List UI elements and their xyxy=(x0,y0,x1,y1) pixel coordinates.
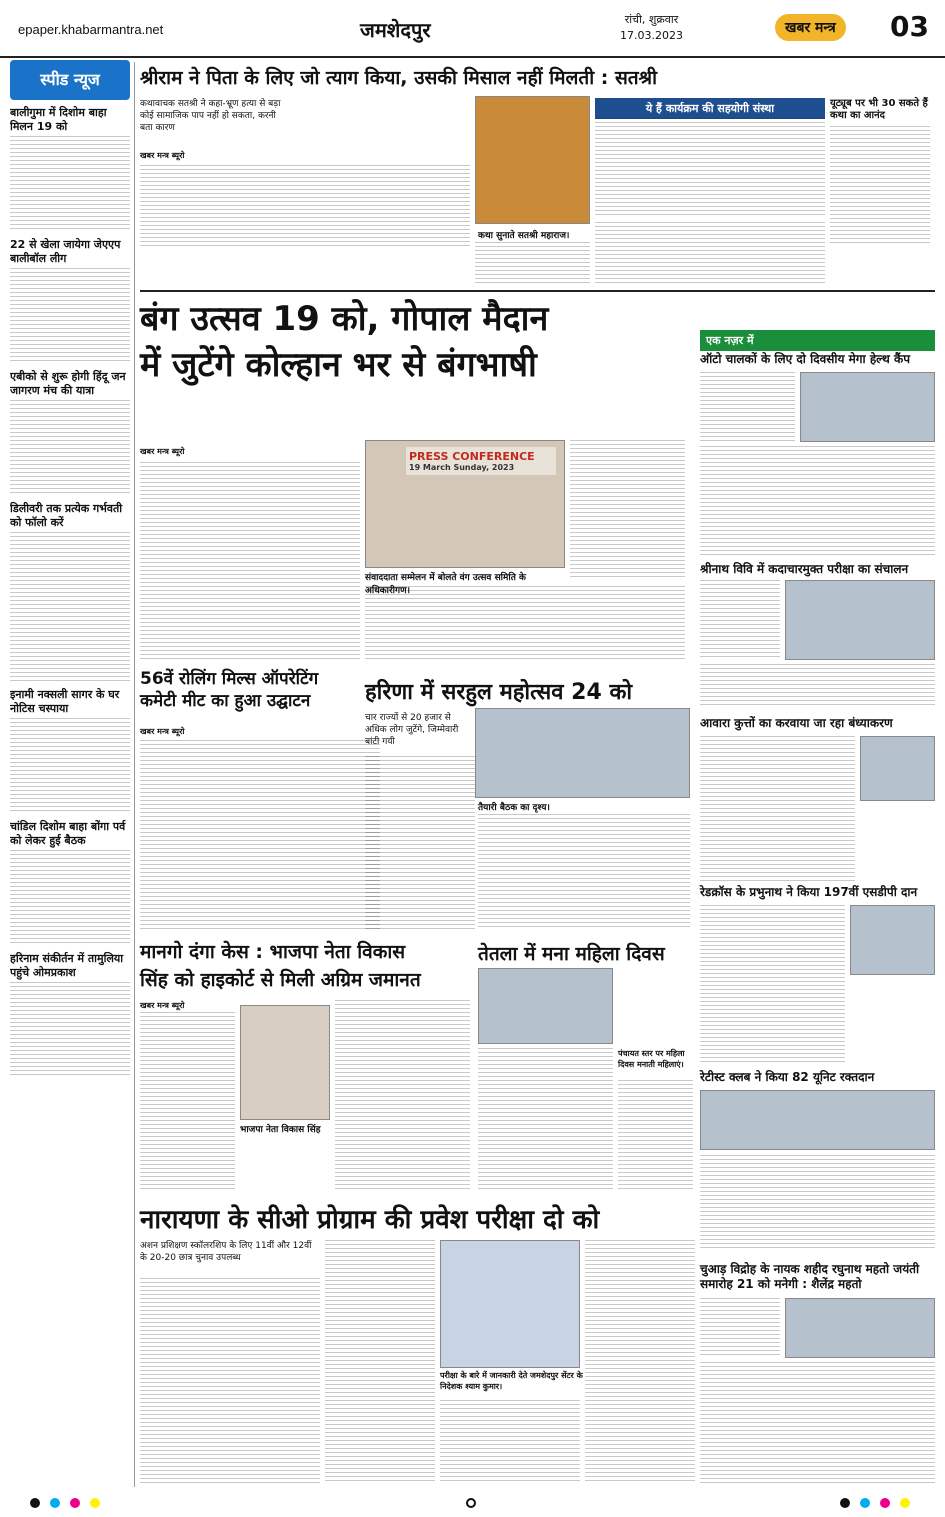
donation-photo xyxy=(850,905,935,975)
story10-body xyxy=(478,1048,613,1192)
press-conference-photo xyxy=(365,440,565,568)
story5-byline: खबर मन्त्र ब्यूरो xyxy=(140,727,185,736)
story7-body xyxy=(700,736,855,881)
ek-nazar-tag: एक नज़र में xyxy=(700,330,935,351)
registration-dot xyxy=(860,1498,870,1508)
left-story-body xyxy=(10,982,130,1078)
left-story-headline: हरिनाम संकीर्तन में तामुलिया पहुंचे ओमप्रकाश xyxy=(10,952,124,979)
location-day: रांची, शुक्रवार xyxy=(624,13,679,26)
print-registration-strip xyxy=(0,1490,945,1517)
story9-byline: खबर मन्त्र ब्यूरो xyxy=(140,1001,185,1010)
health-camp-photo xyxy=(800,372,935,442)
story2-headline-line2: में जुटेंगे कोल्हान भर से बंगभाषी xyxy=(140,345,537,385)
registration-dot xyxy=(90,1498,100,1508)
brand-logo: खबर मन्त्र xyxy=(775,14,846,41)
story2-headline-line1: बंग उत्सव 19 को, गोपाल मैदान xyxy=(140,299,549,339)
left-column xyxy=(10,60,130,1470)
press-banner xyxy=(406,447,556,475)
left-story-headline: 22 से खेला जायेगा जेएएप बालीबॉल लीग xyxy=(10,238,121,265)
story5-headline: 56वें रोलिंग मिल्स ऑपरेटिंग कमेटी मीट का हुआ उद्घाटन xyxy=(140,669,319,711)
left-story xyxy=(10,370,130,496)
story10-photo-caption: पंचायत स्तर पर महिला दिवस मनाती महिलाएं। xyxy=(618,1048,693,1070)
sarhul-meeting-photo xyxy=(475,708,690,798)
story12-headline: नारायणा के सीओ प्रोग्राम की प्रवेश परीक्षा दो को xyxy=(140,1205,600,1235)
left-story xyxy=(10,688,130,814)
story2-body-2 xyxy=(365,586,685,660)
story2-photo-caption: संवाददाता सम्मेलन में बोलते वंग उत्सव समिति के अधिकारीगण। xyxy=(365,570,565,596)
story2-body xyxy=(140,462,360,660)
story13-body xyxy=(700,1298,780,1358)
story9-body xyxy=(140,1012,235,1192)
site-url[interactable]: epaper.khabarmantra.net xyxy=(18,22,164,37)
story7-headline: आवारा कुत्तों का करवाया जा रहा बंध्याकरण xyxy=(700,716,893,730)
story3-headline: ऑटो चालकों के लिए दो दिवसीय मेगा हेल्थ कैंप xyxy=(700,352,911,366)
story9-headline xyxy=(140,938,470,994)
story11-headline: रेटीस्ट क्लब ने किया 82 यूनिट रक्तदान xyxy=(700,1070,875,1084)
story9-body-2 xyxy=(335,1000,470,1192)
story2-sidebar xyxy=(570,440,685,580)
story2-headline xyxy=(140,296,690,388)
story6-body-2 xyxy=(478,814,690,930)
story6-subhead: चार राज्यों से 20 हजार से अधिक लोग जुटेंगे, जिम्मेवारी बांटी गयी xyxy=(365,713,459,747)
left-story-headline: इनामी नक्सली सागर के घर नोटिस चस्पाया xyxy=(10,688,120,715)
story1-body-3 xyxy=(595,222,825,284)
story1-byline: खबर मन्त्र ब्यूरो xyxy=(140,151,185,160)
registration-dot xyxy=(70,1498,80,1508)
story12-body-3 xyxy=(440,1400,580,1483)
left-story-body xyxy=(10,532,130,682)
stray-dog-photo xyxy=(860,736,935,801)
press-banner-date: 19 March Sunday, 2023 xyxy=(409,463,515,472)
story2-byline: खबर मन्त्र ब्यूरो xyxy=(140,447,185,456)
story5-body xyxy=(140,740,380,930)
date: 17.03.2023 xyxy=(620,29,683,42)
sponsor-box-title: ये हैं कार्यक्रम की सहयोगी संस्था xyxy=(595,98,825,119)
story6-photo-caption: तैयारी बैठक का दृश्य। xyxy=(478,800,550,813)
story13-body-2 xyxy=(700,1362,935,1483)
story9-headline-line2: सिंह को हाइकोर्ट से मिली अग्रिम जमानत xyxy=(140,969,421,991)
story3-body-2 xyxy=(700,446,935,556)
story3-body xyxy=(700,372,795,442)
story1-body-2 xyxy=(475,242,590,284)
left-story-headline: डिलीवरी तक प्रत्येक गर्भवती को फॉलो करें xyxy=(10,502,123,529)
story9-headline-line1: मानगो दंगा केस : भाजपा नेता विकास xyxy=(140,941,406,963)
section-rule xyxy=(140,290,935,292)
story12-subhead: अशन प्रशिक्षण स्कॉलरशिप के लिए 11वीं और 12वीं के 20-20 छात्र चुनाव उपलब्ध xyxy=(140,1241,312,1263)
story8-headline: रेडक्रॉस के प्रभुनाथ ने किया 197वीं एसडीपी दान xyxy=(700,885,918,899)
left-story-headline: बालीगुमा में दिशोम बाहा मिलन 19 को xyxy=(10,106,107,133)
story9-photo-caption: भाजपा नेता विकास सिंह xyxy=(240,1122,321,1135)
page-number: 03 xyxy=(890,10,929,43)
story6-body xyxy=(365,756,475,930)
story4-headline: श्रीनाथ विवि में कदाचारमुक्त परीक्षा का संचालन xyxy=(700,562,909,576)
registration-dot xyxy=(50,1498,60,1508)
story13-headline: चुआड़ विद्रोह के नायक शहीद रघुनाथ महतो जयंती समारोह 21 को मनेगी : शैलेंद्र महतो xyxy=(700,1262,920,1291)
sponsor-list xyxy=(595,118,825,218)
exam-photo xyxy=(785,580,935,660)
left-story xyxy=(10,502,130,682)
story1-body xyxy=(140,165,470,247)
story4-body xyxy=(700,580,780,660)
story1-headline: श्रीराम ने पिता के लिए जो त्याग किया, उसकी मिसाल नहीं मिलती : सतश्री xyxy=(140,67,657,89)
youtube-side-body xyxy=(830,126,930,246)
edition-city: जमशेदपुर xyxy=(360,18,431,42)
left-story xyxy=(10,820,130,946)
story8-body xyxy=(700,905,845,1065)
registration-dot xyxy=(840,1498,850,1508)
vikas-singh-photo xyxy=(240,1005,330,1120)
story12-body xyxy=(140,1278,320,1483)
left-story-body xyxy=(10,268,130,364)
story12-body-2 xyxy=(325,1240,435,1483)
womens-day-photo xyxy=(478,968,613,1044)
left-story-body xyxy=(10,400,130,496)
registration-dot xyxy=(900,1498,910,1508)
left-story-body xyxy=(10,136,130,232)
story1-photo-caption: कथा सुनाते सतश्री महाराज। xyxy=(478,228,569,241)
registration-dot xyxy=(30,1498,40,1508)
story11-body xyxy=(700,1155,935,1250)
page-header xyxy=(0,0,945,58)
left-story-headline: एबीको से शुरू होगी हिंदू जन जागरण मंच की यात्रा xyxy=(10,370,126,397)
dateline xyxy=(620,12,683,44)
press-banner-title: PRESS CONFERENCE xyxy=(409,450,535,463)
youtube-side-headline: यूट्यूब पर भी 30 सकते हैं कथा का आनंद xyxy=(830,98,928,121)
left-story xyxy=(10,952,130,1078)
left-story-body xyxy=(10,718,130,814)
left-story-headline: चांडिल दिशोम बाहा बोंगा पर्व को लेकर हुई बैठक xyxy=(10,820,126,847)
left-story xyxy=(10,106,130,232)
story1-subhead: कथावाचक सतश्री ने कहा-भ्रूण हत्या से बड़ा कोई सामाजिक पाप नहीं हो सकता, करनी बता कारण xyxy=(140,99,281,133)
story10-headline: तेतला में मना महिला दिवस xyxy=(478,943,665,965)
saint-photo xyxy=(475,96,590,224)
story4-body-2 xyxy=(700,664,935,708)
registration-dot xyxy=(880,1498,890,1508)
speed-news-badge: स्पीड न्यूज xyxy=(10,60,130,100)
story10-body-2 xyxy=(618,1080,693,1192)
meeting-photo xyxy=(785,1298,935,1358)
column-divider xyxy=(134,62,135,1487)
crosshair-mark xyxy=(466,1498,476,1508)
story12-body-4 xyxy=(585,1240,695,1483)
story6-headline: हरिणा में सरहुल महोत्सव 24 को xyxy=(365,680,633,705)
blood-donation-photo xyxy=(700,1090,935,1150)
left-story xyxy=(10,238,130,364)
left-story-body xyxy=(10,850,130,946)
story12-photo-caption: परीक्षा के बारे में जानकारी देते जमशेदपुर सेंटर के निदेशक श्याम कुमार। xyxy=(440,1370,585,1392)
narayana-launch-photo xyxy=(440,1240,580,1368)
